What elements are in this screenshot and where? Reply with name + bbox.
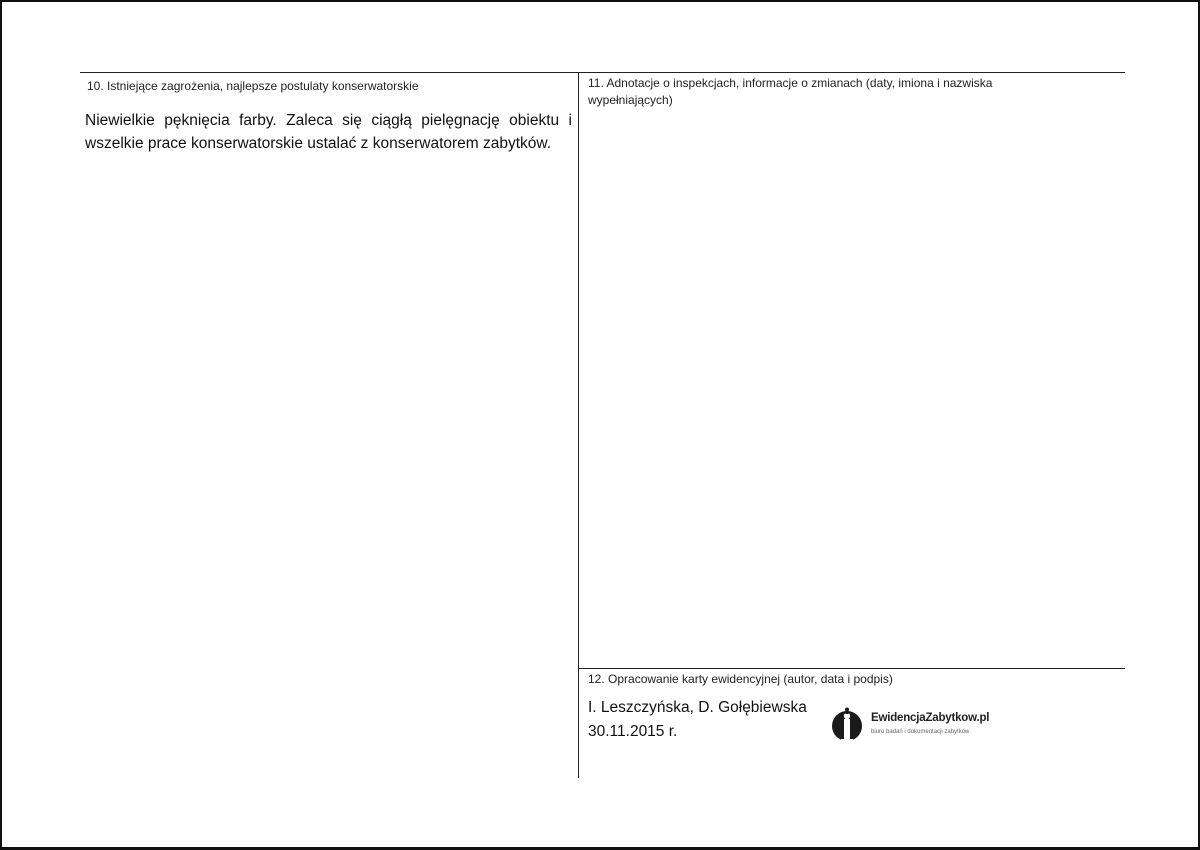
card-date: 30.11.2015 r.	[588, 723, 678, 740]
top-rule	[80, 72, 1125, 73]
monument-logo-icon	[831, 707, 863, 743]
page-border-top	[0, 0, 1200, 2]
section10-content: Niewielkie pęknięcia farby. Zaleca się ciągłą pielęgnację obiektu i wszelkie prace konserwatorskie ustalać z konserwatorem zabytków.	[85, 112, 572, 152]
section10-label: 10. Istniejące zagrożenia, najlepsze postulaty konserwatorskie	[87, 79, 419, 93]
logo-name: EwidencjaZabytkow.pl	[871, 712, 990, 724]
column-divider	[578, 72, 579, 778]
section12-label: 12. Opracowanie karty ewidencyjnej (autor, data i podpis)	[588, 672, 893, 686]
logo-tagline: biuro badań i dokumentacji zabytków	[871, 729, 970, 735]
logo	[831, 707, 1001, 747]
page-border-left	[0, 0, 2, 850]
section11-label: 11. Adnotacje o inspekcjach, informacje o zmianach (daty, imiona i nazwiska wypełniających)	[588, 76, 993, 107]
authors-names: I. Leszczyńska, D. Gołębiewska	[588, 699, 807, 716]
author-block	[588, 696, 807, 744]
section12-rule	[578, 668, 1125, 669]
